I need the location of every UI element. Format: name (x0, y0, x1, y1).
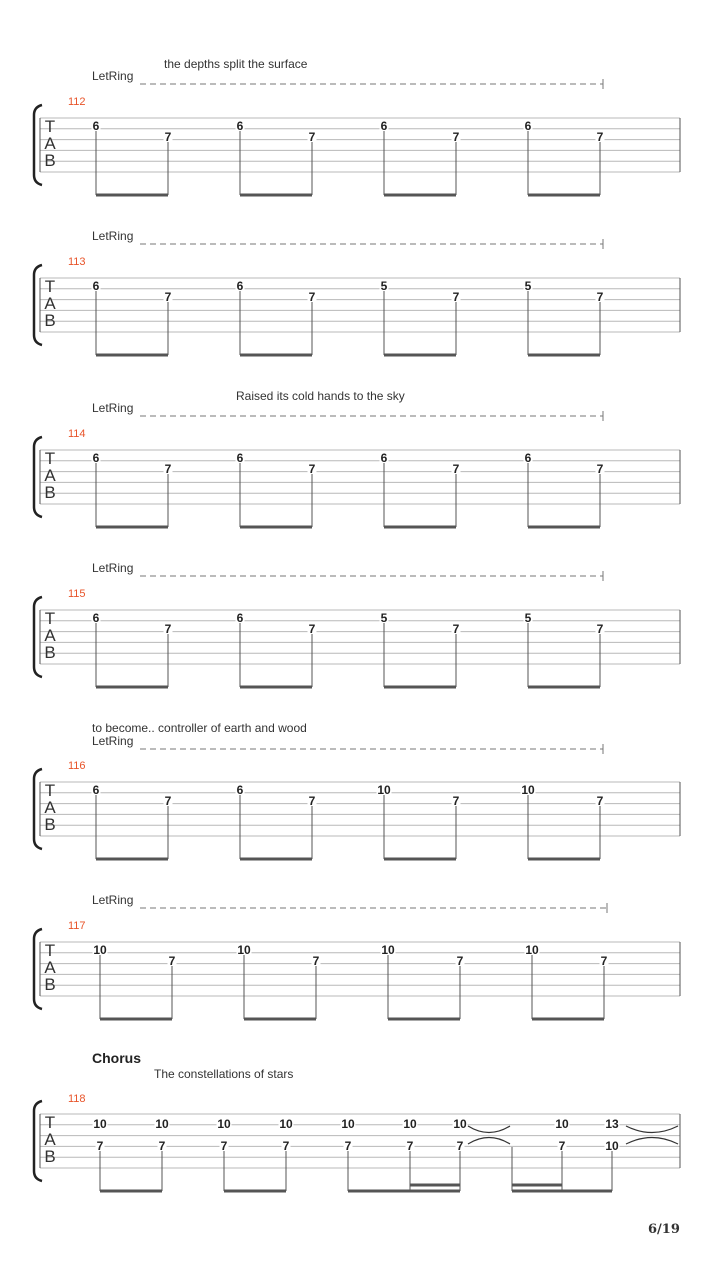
fret-number: 7 (600, 954, 608, 968)
fret-number: 7 (596, 130, 604, 144)
tab-clef-letter: A (44, 798, 56, 817)
fret-number: 13 (605, 1117, 619, 1131)
fret-number: 6 (92, 279, 100, 293)
tab-clef-letter: A (44, 1130, 56, 1149)
lyric-text: to become.. controller of earth and wood (92, 721, 307, 735)
system-bracket (34, 265, 42, 345)
tie-curve (626, 1126, 678, 1144)
fret-number: 10 (453, 1117, 467, 1131)
fret-number: 6 (92, 783, 100, 797)
lyric-text: Raised its cold hands to the sky (236, 389, 405, 403)
fret-number: 6 (92, 611, 100, 625)
tab-clef-letter: A (44, 466, 56, 485)
fret-number: 7 (164, 130, 172, 144)
tab-clef-letter: B (44, 815, 56, 834)
lyric-text: The constellations of stars (154, 1067, 294, 1081)
tab-system-116 (34, 744, 680, 859)
tab-clef-letter: B (44, 483, 56, 502)
fret-number: 7 (308, 290, 316, 304)
section-title-chorus: Chorus (92, 1050, 141, 1066)
tie-curve (468, 1126, 510, 1144)
fret-number: 7 (452, 462, 460, 476)
fret-number: 7 (596, 794, 604, 808)
measure-number: 117 (68, 920, 86, 932)
fret-number: 7 (558, 1139, 566, 1153)
tab-clef-letter: T (44, 781, 56, 800)
let-ring-label: LetRing (92, 69, 134, 83)
measure-number: 114 (68, 428, 86, 440)
fret-number: 10 (605, 1139, 619, 1153)
fret-number: 10 (341, 1117, 355, 1131)
tab-clef-letter: B (44, 975, 56, 994)
tab-clef-letter: A (44, 134, 56, 153)
fret-number: 6 (380, 451, 388, 465)
fret-number: 10 (525, 943, 539, 957)
system-bracket (34, 597, 42, 677)
fret-number: 5 (380, 279, 388, 293)
let-ring-label: LetRing (92, 734, 134, 748)
measure-number: 115 (68, 588, 86, 600)
fret-number: 7 (596, 462, 604, 476)
fret-number: 7 (456, 1139, 464, 1153)
fret-number: 10 (155, 1117, 169, 1131)
system-bracket (34, 929, 42, 1009)
fret-number: 7 (344, 1139, 352, 1153)
fret-number: 7 (308, 130, 316, 144)
tab-system-113 (34, 239, 680, 355)
fret-number: 7 (456, 954, 464, 968)
fret-number: 6 (236, 119, 244, 133)
fret-number: 7 (158, 1139, 166, 1153)
system-bracket (34, 1101, 42, 1181)
fret-number: 7 (220, 1139, 228, 1153)
tab-clef-letter: A (44, 294, 56, 313)
fret-number: 10 (237, 943, 251, 957)
tab-clef-letter: T (44, 1113, 56, 1132)
fret-number: 7 (452, 794, 460, 808)
tab-clef-letter: B (44, 311, 56, 330)
fret-number: 7 (96, 1139, 104, 1153)
tab-clef-letter: T (44, 277, 56, 296)
let-ring-label: LetRing (92, 893, 134, 907)
let-ring-label: LetRing (92, 229, 134, 243)
system-bracket (34, 105, 42, 185)
fret-number: 7 (164, 462, 172, 476)
measure-number: 113 (68, 256, 86, 268)
tab-clef-letter: T (44, 117, 56, 136)
fret-number: 10 (381, 943, 395, 957)
tab-clef-letter: T (44, 449, 56, 468)
lyric-text: the depths split the surface (164, 57, 308, 71)
fret-number: 7 (308, 622, 316, 636)
fret-number: 7 (168, 954, 176, 968)
fret-number: 6 (92, 451, 100, 465)
fret-number: 5 (524, 279, 532, 293)
fret-number: 10 (93, 943, 107, 957)
fret-number: 6 (236, 611, 244, 625)
tab-clef-letter: T (44, 609, 56, 628)
page-number: 6/19 (648, 1222, 680, 1237)
fret-number: 7 (406, 1139, 414, 1153)
tab-system-112 (34, 79, 680, 195)
fret-number: 5 (524, 611, 532, 625)
tab-system-115 (34, 571, 680, 687)
fret-number: 6 (524, 451, 532, 465)
fret-number: 10 (555, 1117, 569, 1131)
tab-clef-letter: A (44, 958, 56, 977)
fret-number: 10 (377, 783, 391, 797)
fret-number: 6 (236, 279, 244, 293)
fret-number: 7 (164, 794, 172, 808)
fret-number: 7 (164, 290, 172, 304)
tab-clef-letter: T (44, 941, 56, 960)
fret-number: 6 (524, 119, 532, 133)
fret-number: 5 (380, 611, 388, 625)
measure-number: 112 (68, 96, 86, 108)
measure-number: 118 (68, 1093, 86, 1105)
system-bracket (34, 437, 42, 517)
fret-number: 10 (217, 1117, 231, 1131)
fret-number: 7 (452, 130, 460, 144)
fret-number: 7 (452, 622, 460, 636)
fret-number: 7 (596, 290, 604, 304)
fret-number: 7 (164, 622, 172, 636)
fret-number: 6 (380, 119, 388, 133)
fret-number: 10 (521, 783, 535, 797)
fret-number: 10 (403, 1117, 417, 1131)
tab-system-118 (34, 1101, 680, 1191)
tab-system-117 (34, 903, 680, 1019)
tab-clef-letter: B (44, 643, 56, 662)
tab-clef-letter: B (44, 1147, 56, 1166)
fret-number: 7 (596, 622, 604, 636)
tab-system-114 (34, 411, 680, 527)
fret-number: 6 (92, 119, 100, 133)
fret-number: 6 (236, 451, 244, 465)
tab-clef-letter: B (44, 151, 56, 170)
fret-number: 10 (279, 1117, 293, 1131)
fret-number: 7 (312, 954, 320, 968)
fret-number: 7 (282, 1139, 290, 1153)
fret-number: 10 (93, 1117, 107, 1131)
system-bracket (34, 769, 42, 849)
let-ring-label: LetRing (92, 561, 134, 575)
let-ring-label: LetRing (92, 401, 134, 415)
fret-number: 7 (308, 794, 316, 808)
tab-clef-letter: A (44, 626, 56, 645)
fret-number: 7 (308, 462, 316, 476)
fret-number: 7 (452, 290, 460, 304)
fret-number: 6 (236, 783, 244, 797)
measure-number: 116 (68, 760, 86, 772)
